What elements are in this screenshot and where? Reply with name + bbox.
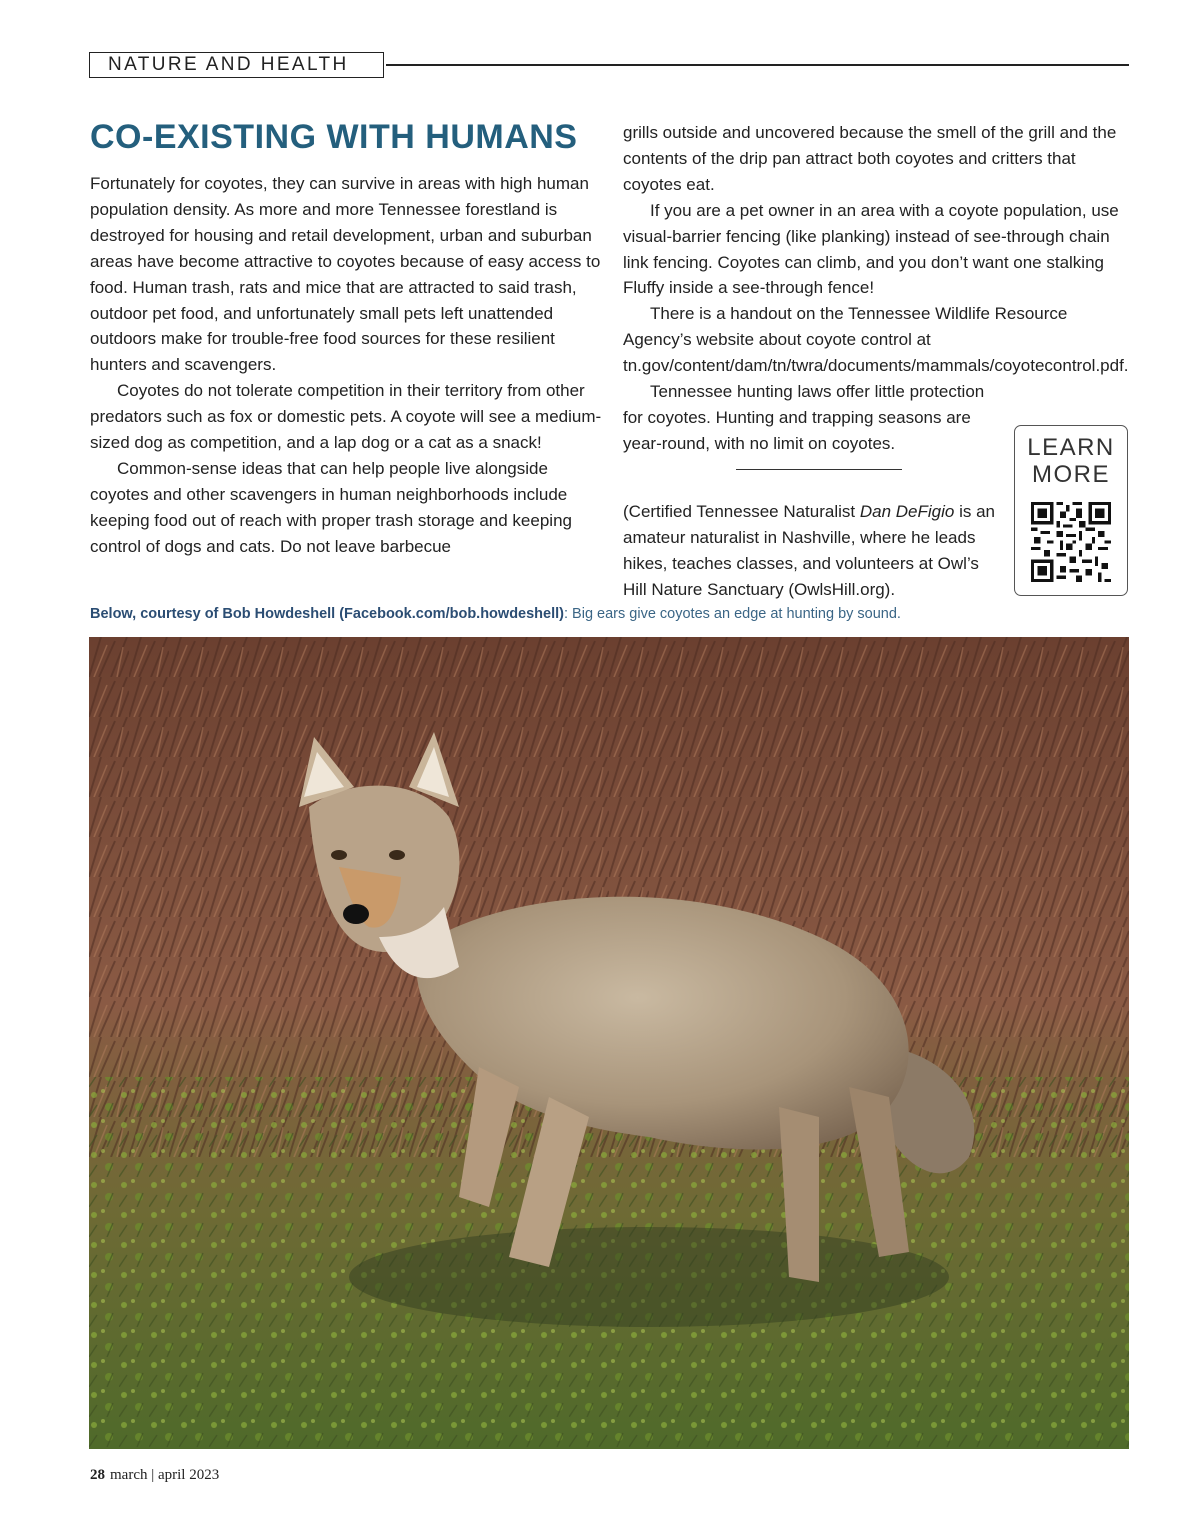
bio-text-before: (Certified Tennessee Naturalist: [623, 502, 860, 521]
left-paragraph-2: Coyotes do not tolerate competition in their territory from other predators such as fox or domestic pets. A coyote will see a medium-sized dog as competition, and a lap dog or a cat as a snack!: [90, 381, 602, 453]
left-paragraph-3: Common-sense ideas that can help people live alongside coyotes and other scavengers in human neighborhoods include keeping food out of reach with proper trash storage and keeping control of dogs and cats. Do not leave barbecue: [90, 458, 572, 556]
left-paragraph-1: Fortunately for coyotes, they can survive in areas with high human population density. As more and more Tennessee forestland is destroyed for housing and retail development, urban and suburban areas have become attractive to coyotes because of easy access to food. Human trash, rats and mice that are attracted to said trash, outdoor pet food, and unfortunately small pets left unattended outdoors make for trouble-free food sources for these resilient hunters and scavengers.: [90, 174, 601, 375]
author-bio: [623, 499, 1003, 603]
right-paragraph-1: grills outside and uncovered because the smell of the grill and the contents of the drip pan attract both coyotes and critters that coyotes eat.: [623, 123, 1117, 194]
qr-code-icon[interactable]: [1031, 502, 1111, 582]
headline: CO-EXISTING WITH HUMANS: [90, 118, 578, 156]
learn-label-line-1: LEARN: [1027, 434, 1115, 461]
learn-more-box[interactable]: [1014, 425, 1128, 596]
bio-text-after: is an amateur naturalist in Nashville, where he leads hikes, teaches classes, and volunteers at Owl’s Hill Nature Sanctuary (OwlsHill.org).: [623, 502, 995, 599]
bio-divider: [736, 469, 902, 470]
section-label: NATURE AND HEALTH: [89, 52, 384, 78]
learn-label-line-2: MORE: [1032, 461, 1110, 488]
section-rule: [386, 64, 1129, 66]
right-paragraph-4: Tennessee hunting laws offer little protection for coyotes. Hunting and trapping seasons are year-round, with no limit on coyotes.: [623, 382, 985, 453]
learn-more-label: [1015, 434, 1127, 488]
photo-caption: [90, 606, 1130, 622]
caption-text: : Big ears give coyotes an edge at hunting by sound.: [564, 606, 901, 622]
coyote-illustration: [89, 637, 1129, 1449]
right-paragraph-3: There is a handout on the Tennessee Wildlife Resource Agency’s website about coyote control at tn.gov/content/dam/tn/twra/documents/mammals/coyotecontrol.pdf.: [623, 304, 1129, 376]
right-column: [623, 120, 1128, 457]
coyote-photo: [89, 637, 1129, 1449]
author-name: Dan DeFigio: [859, 502, 955, 521]
right-paragraph-2: If you are a pet owner in an area with a coyote population, use visual-barrier fencing (like planking) instead of see-through chain link fencing. Coyotes can climb, and you don’t want one stalking Fluffy inside a see-through fence!: [623, 200, 1119, 298]
left-column: [90, 171, 602, 560]
caption-credit: Below, courtesy of Bob Howdeshell (Facebook.com/bob.howdeshell): [90, 606, 564, 622]
page-footer: [90, 1467, 219, 1484]
page-number: 28: [90, 1467, 105, 1483]
issue-date: march | april 2023: [110, 1467, 220, 1483]
